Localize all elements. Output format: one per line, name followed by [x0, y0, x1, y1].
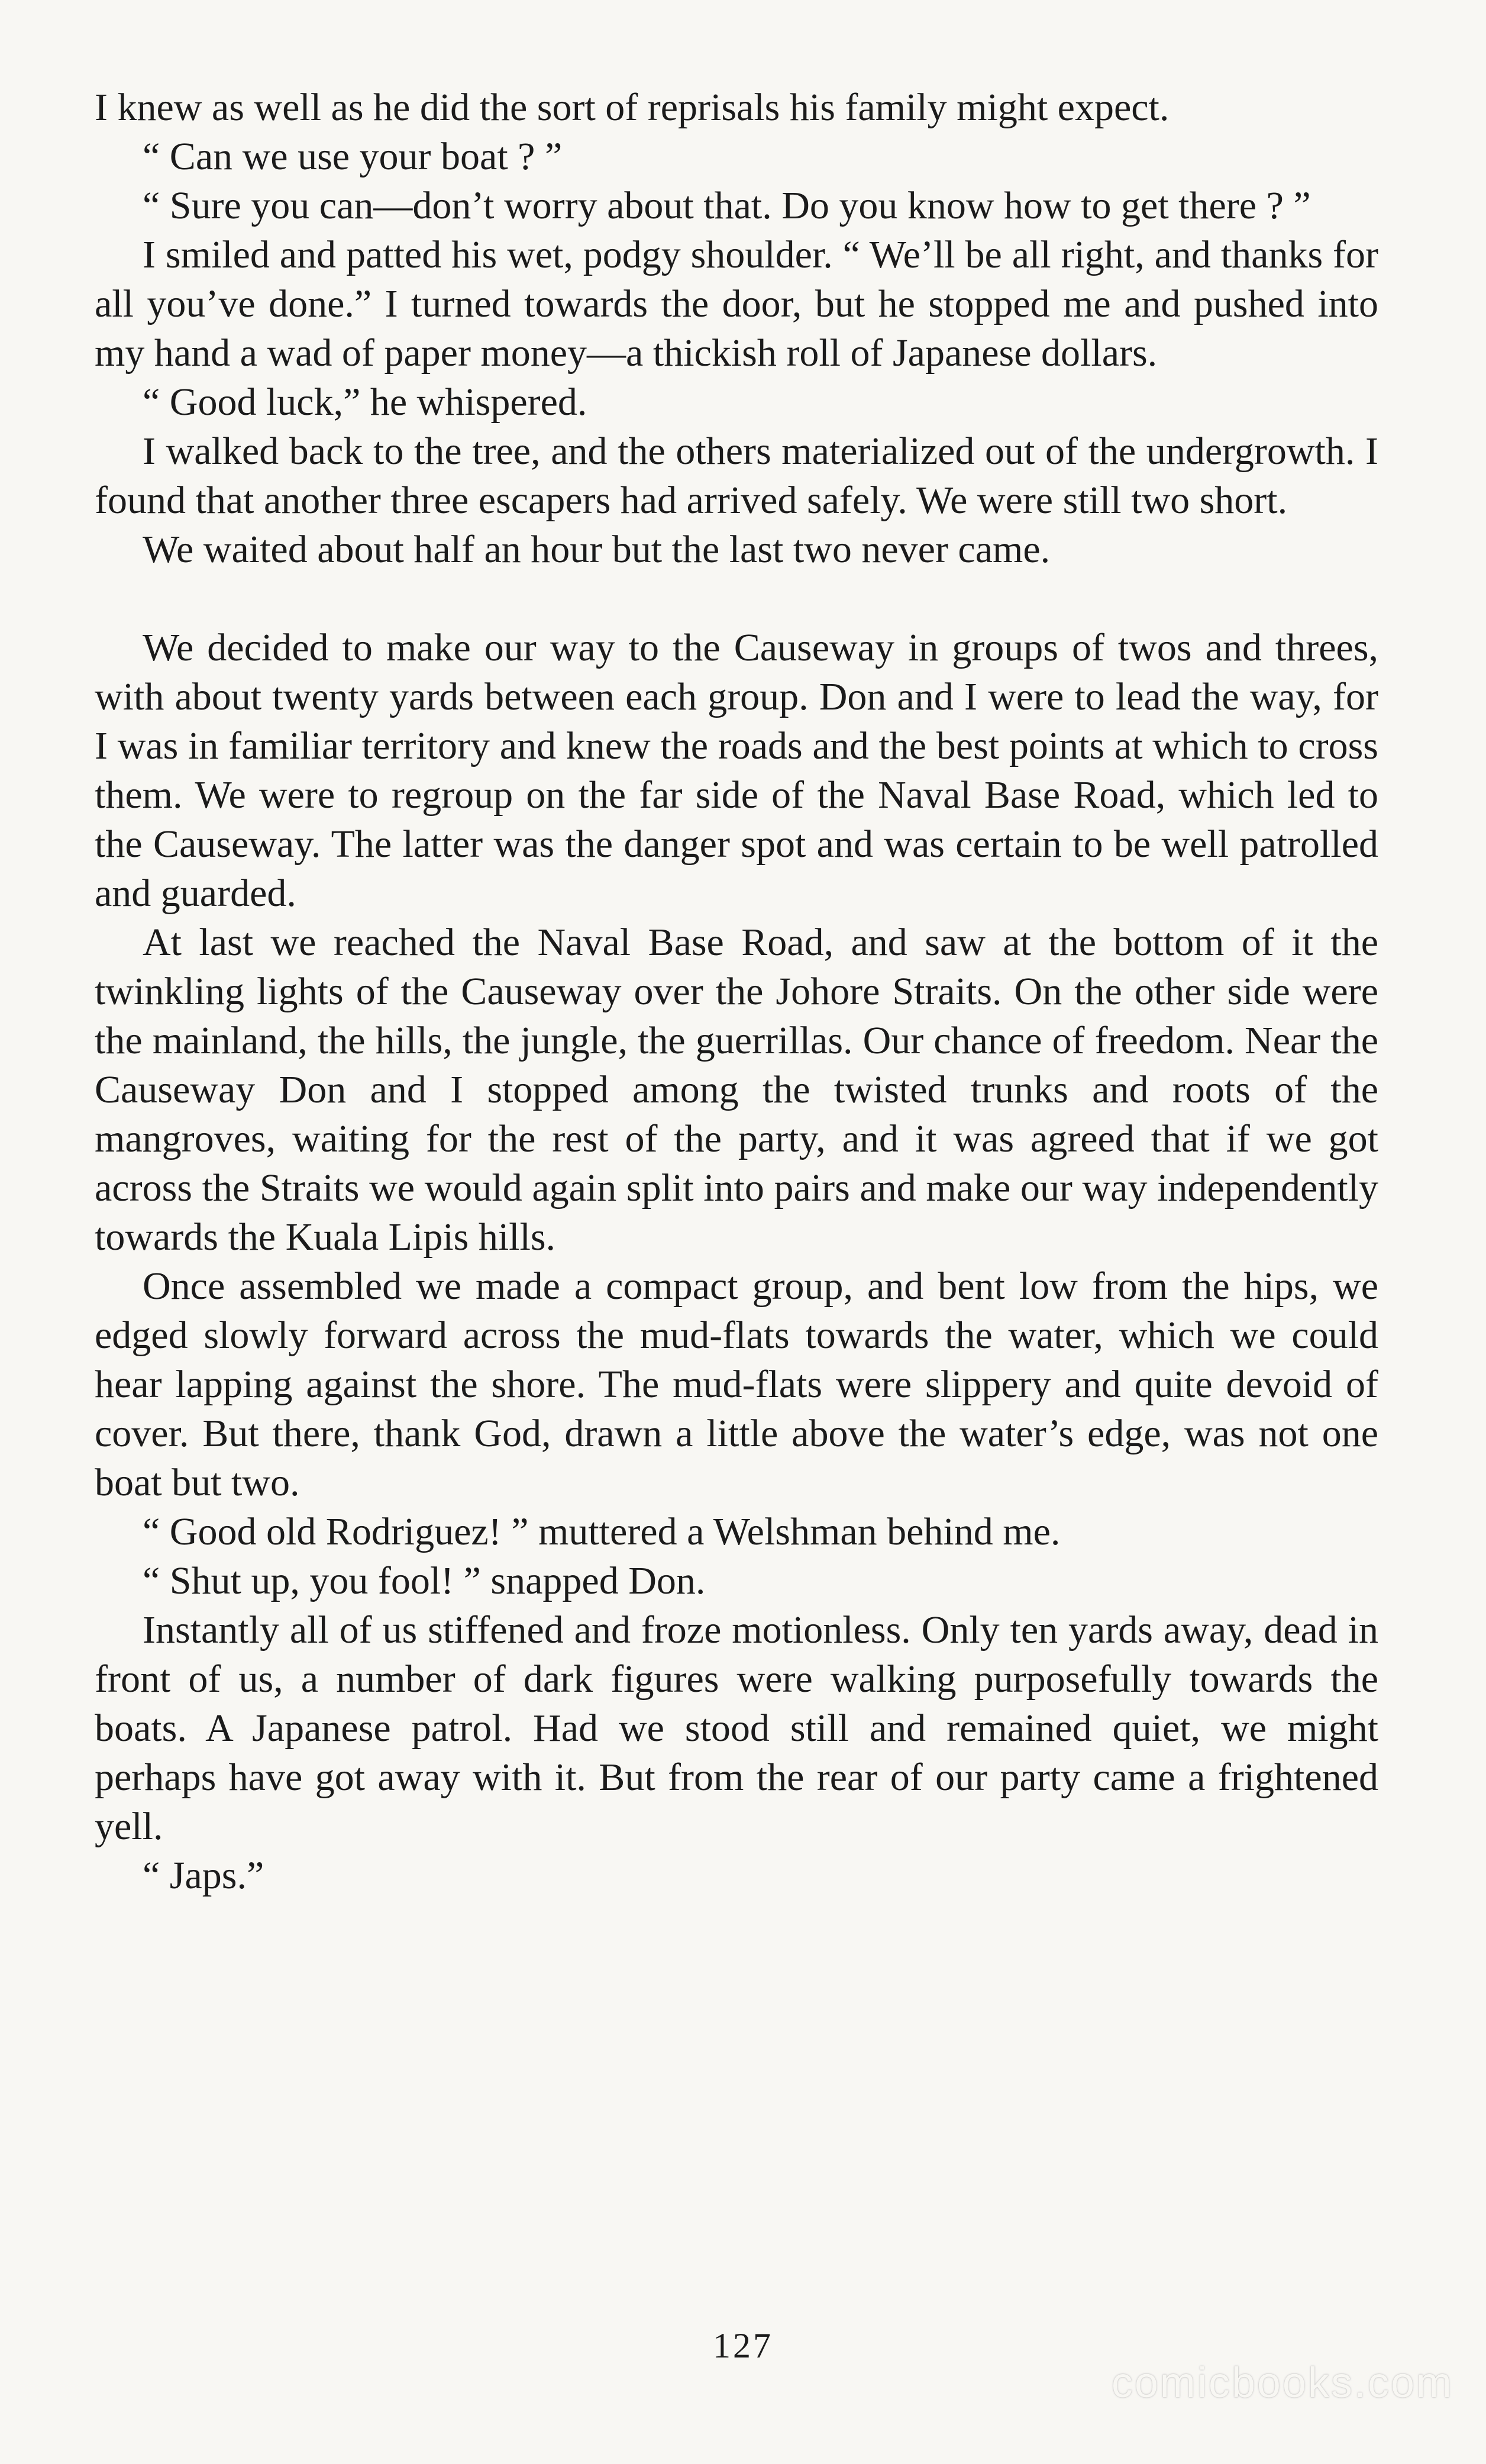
site-watermark: comicbooks.com — [1111, 2359, 1453, 2407]
book-page-text — [95, 83, 1378, 1900]
paragraph: “ Japs.” — [143, 1854, 264, 1897]
paragraph: At last we reached the Naval Base Road, and saw at the bottom of it the twinkling lights of the Causeway over the Johore Straits. On the other side were the mainland, the hills, the jungle, the guerrillas. Our chance of freedom. Near the Causeway Don and I stopped among the twisted trunks and roots of the mangroves, waiting for the rest of the party, and it was agreed that if we got across the Straits we would again split into pairs and make our way independently towards the Kuala Lipis hills. — [95, 921, 1378, 1259]
paragraph: Instantly all of us stiffened and froze motionless. Only ten yards away, dead in front of us, a number of dark figures were walking purposefully towards the boats. A Japanese patrol. Had we stood still and remained quiet, we might perhaps have got away with it. But from the rear of our party came a frightened yell. — [95, 1608, 1378, 1848]
paragraph: “ Good old Rodriguez! ” muttered a Welshman behind me. — [143, 1510, 1061, 1553]
paragraph: I knew as well as he did the sort of reprisals his family might expect. — [95, 86, 1170, 129]
paragraph: I smiled and patted his wet, podgy shoulder. “ We’ll be all right, and thanks for all you’ve done.” I turned towards the door, but he stopped me and pushed into my hand a wad of paper money—a thickish roll of Japanese dollars. — [95, 233, 1378, 375]
paragraph: We waited about half an hour but the last two never came. — [143, 528, 1051, 571]
page-number: 127 — [713, 2326, 773, 2365]
paragraph: I walked back to the tree, and the others materialized out of the undergrowth. I found that another three escapers had arrived safely. We were still two short. — [95, 430, 1378, 522]
paragraph: “ Sure you can—don’t worry about that. Do you know how to get there ? ” — [143, 184, 1311, 227]
paragraph: “ Can we use your boat ? ” — [143, 135, 563, 178]
paragraph: Once assembled we made a compact group, and bent low from the hips, we edged slowly forward across the mud-flats towards the water, which we could hear lapping against the shore. The mud-flats were slippery and quite devoid of cover. But there, thank God, drawn a little above the water’s edge, was not one boat but two. — [95, 1265, 1378, 1504]
section-break — [95, 574, 1378, 623]
paragraph: “ Good luck,” he whispered. — [143, 380, 587, 424]
paragraph: We decided to make our way to the Causeway in groups of twos and threes, with about twenty yards between each group. Don and I were to lead the way, for I was in familiar territory and knew the roads and the best points at which to cross them. We were to regroup on the far side of the Naval Base Road, which led to the Causeway. The latter was the danger spot and was certain to be well patrolled and guarded. — [95, 626, 1378, 915]
paragraph: “ Shut up, you fool! ” snapped Don. — [143, 1559, 706, 1602]
